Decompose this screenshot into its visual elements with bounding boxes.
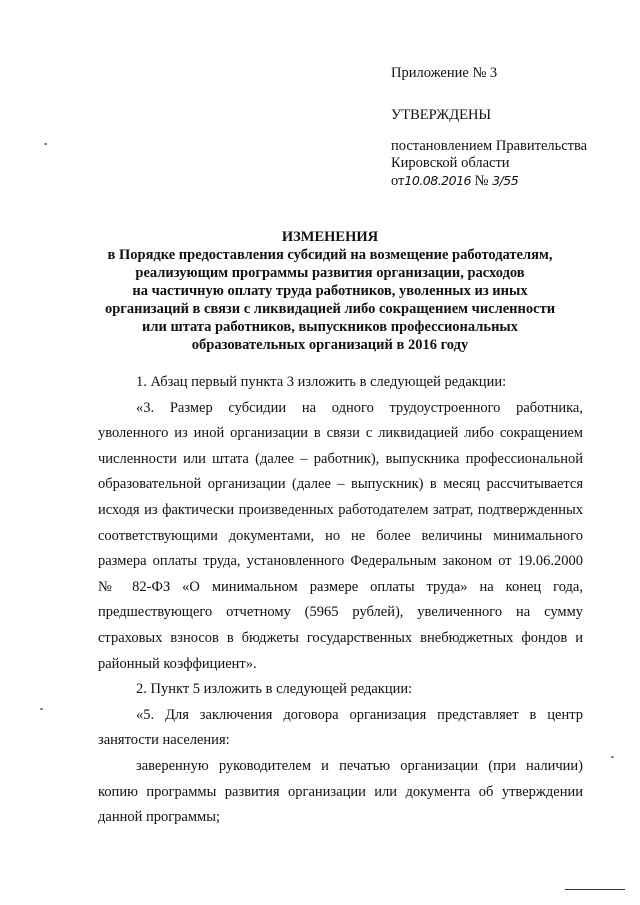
text-line: занятости населения: <box>98 732 230 749</box>
decree-reference <box>391 138 631 190</box>
document-heading <box>100 228 560 354</box>
amendment-item-2: 2. Пункт 5 изложить в следующей редакции: <box>136 681 413 698</box>
text-line: исходя из фактически произведенных работодателем затрат, подтвержденных <box>98 501 583 518</box>
text-line: «3. Размер субсидии на одного трудоустроенного работника, <box>136 399 583 416</box>
approved-label: УТВЕРЖДЕНЫ <box>391 107 492 123</box>
text-line: размера оплаты труда, установленного Федеральным законом от 19.06.2000 <box>98 553 583 570</box>
text-line: № 82-ФЗ «О минимальном размере оплаты труда» на конец года, <box>98 578 583 595</box>
text-line: предшествующего отчетному (5965 рублей), увеличенного на сумму <box>98 604 583 621</box>
appendix-label: Приложение № 3 <box>391 65 498 81</box>
heading-line: на частичную оплату труда работников, уволенных из иных <box>132 283 528 299</box>
scan-speck <box>611 756 614 758</box>
amendment-item-1: 1. Абзац первый пункта 3 изложить в следующей редакции: <box>136 374 507 390</box>
scan-speck <box>44 143 47 145</box>
text-line: копию программы развития организации или документа об утверждении <box>98 783 583 800</box>
text-line: заверенную руководителем и печатью организации (при наличии) <box>136 757 583 774</box>
text-line: данной программы; <box>98 809 220 826</box>
handwritten-number: 3/55 <box>492 173 519 188</box>
text-line: соответствующими документами, но не более величины минимального <box>98 527 583 544</box>
heading-line: или штата работников, выпускников профессиональных <box>141 319 519 335</box>
heading-line: организаций в связи с ликвидацией либо сокращением численности <box>104 301 556 317</box>
text-line: образовательной организации (далее – выпускник) в месяц рассчитывается <box>98 476 583 493</box>
heading-line: реализующим программы развития организации, расходов <box>135 265 525 281</box>
footer-rule <box>565 889 625 890</box>
date-prefix: от <box>391 173 405 189</box>
item-2-quoted-text <box>98 703 583 754</box>
handwritten-date: 10.08.2016 <box>404 173 471 188</box>
approval-block <box>391 65 626 189</box>
text-line: районный коэффициент». <box>98 655 257 672</box>
scan-speck <box>40 708 43 710</box>
decree-date-line <box>391 172 631 190</box>
item-2-subparagraph <box>98 754 583 831</box>
text-line: «5. Для заключения договора организация представляет в центр <box>136 706 583 723</box>
heading-title: ИЗМЕНЕНИЯ <box>281 229 379 245</box>
decree-line-1: постановлением Правительства <box>391 138 588 154</box>
document-body <box>98 370 583 831</box>
text-line: численности или штата (далее – работник), выпускника профессиональной <box>98 450 583 467</box>
text-line: страховых взносов в бюджеты государственных внебюджетных фондов и <box>98 629 583 646</box>
decree-line-2: Кировской области <box>391 155 510 171</box>
text-line: уволенного из иной организации в связи с ликвидацией либо сокращением <box>98 425 583 442</box>
heading-line: в Порядке предоставления субсидий на возмещение работодателям, <box>107 247 553 263</box>
item-1-quoted-text <box>98 396 583 678</box>
heading-line: образовательных организаций в 2016 году <box>191 337 469 353</box>
number-prefix: № <box>474 173 489 189</box>
